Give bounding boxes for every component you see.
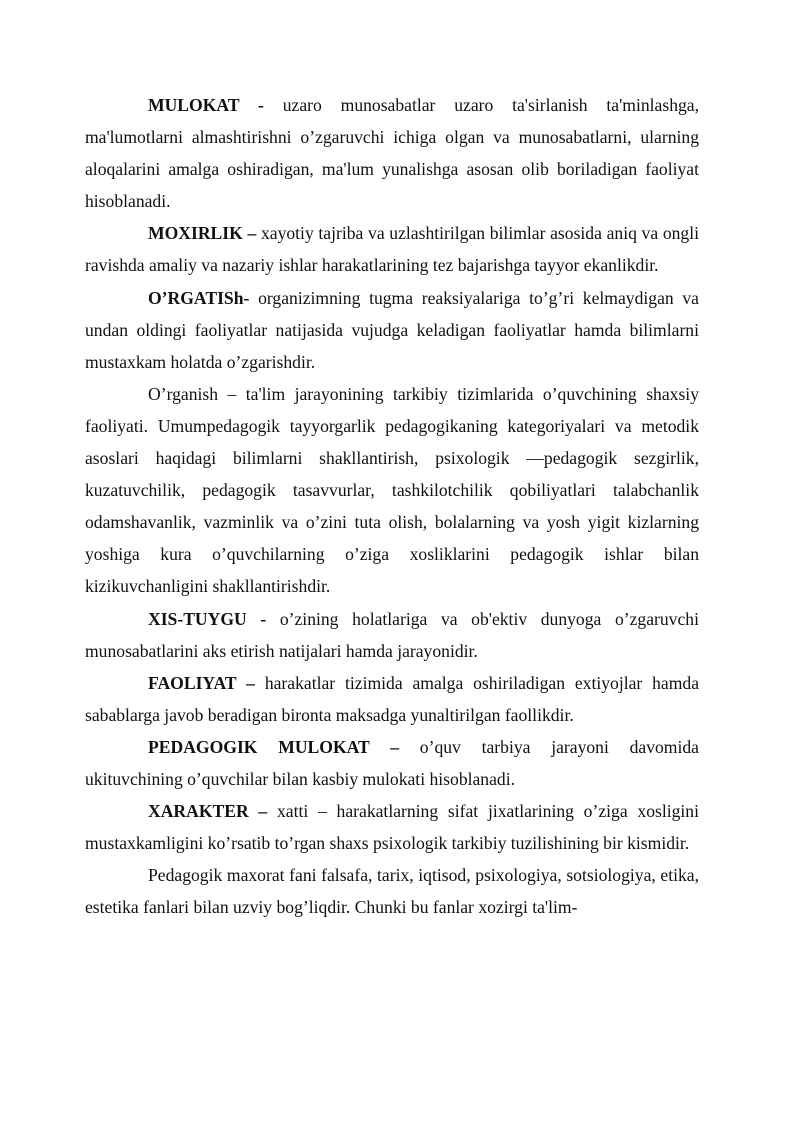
term-moxirlik: MOXIRLIK – — [148, 223, 257, 244]
definition-moxirlik — [85, 217, 699, 281]
term-mulokat: MULOKAT - — [148, 95, 264, 115]
term-pedagogik-mulokat: PEDAGOGIK MULOKAT – — [148, 736, 400, 757]
definition-text: xatti – harakatlarning sifat jixatlarining o’ziga xosligini mustaxkamligini ko’rsatib to’rgan shaxs psixologik tarkibiy tuzilishining bir kismidir. — [85, 801, 699, 854]
definition-faoliyat — [85, 667, 699, 731]
term-orgatish: O’RGATISh- — [148, 287, 250, 308]
term-xarakter: XARAKTER – — [148, 801, 268, 822]
term-faoliyat: FAOLIYAT – — [148, 672, 255, 693]
paragraph-pedagogik-maxorat — [85, 859, 699, 923]
paragraph-text: Pedagogik maxorat fani falsafa, tarix, iqtisod, psixologiya, sotsiologiya, etika, estetika fanlari bilan uzviy bog’liqdir. Chunki bu fanlar xozirgi ta'lim- — [85, 865, 699, 918]
definition-text: organizimning tugma reaksiyalariga to’g’ri kelmaydigan va undan oldingi faoliyatlar natijasida vujudga keladigan faoliyatlar hamda bilimlarni mustaxkam holatda o’zgarishdir. — [85, 287, 699, 372]
definition-mulokat — [85, 89, 699, 217]
definition-orgatish — [85, 282, 699, 378]
definition-pedagogik-mulokat — [85, 731, 699, 795]
definition-text: o’zining holatlariga va ob'ektiv dunyoga o’zgaruvchi munosabatlarini aks etirish natijalari hamda jarayonidir. — [85, 608, 699, 661]
paragraph-organish — [85, 378, 699, 603]
term-xis-tuygu: XIS-TUYGU - — [148, 608, 267, 629]
definition-text: xayotiy tajriba va uzlashtirilgan bilimlar asosida aniq va ongli ravishda amaliy va nazariy ishlar harakatlarining tez bajarishga tayyor ekanlikdir. — [85, 223, 699, 276]
definition-text: o’quv tarbiya jarayoni davomida ukituvchining o’quvchilar bilan kasbiy mulokati hisoblanadi. — [85, 736, 699, 789]
definition-text: harakatlar tizimida amalga oshiriladigan extiyojlar hamda sabablarga javob beradigan bironta maksadga yunaltirilgan faollikdir. — [85, 672, 700, 725]
document-page — [85, 89, 699, 923]
paragraph-text: O’rganish – ta'lim jarayonining tarkibiy tizimlarida o’quvchining shaxsiy faoliyati. Umumpedagogik tayyorgarlik pedagogikaning kategoriyalari va metodik asoslari haqidagi bilimlarni shakllantirish, psixologik ―pedagogik sezgirlik, kuzatuvchilik, pedagogik tasavvurlar, tashkilotchilik qobiliyatlari talabchanlik odamshavanlik, vazminlik va o’zini tuta olish, bolalarning va yosh yigit kizlarning yoshiga kura o’quvchilarning o’ziga xosliklarini pedagogik ishlar bilan kizikuvchanligini shakllantirishdir. — [85, 383, 699, 597]
definition-text: uzaro munosabatlar uzaro ta'sirlanish ta'minlashga, ma'lumotlarni almashtirishni o’zgaruvchi ichiga olgan va munosabatlarni, ularning aloqalarini amalga oshiradigan, ma'lum yunalishga asosan olib boriladigan faoliyat hisoblanadi. — [85, 95, 700, 212]
definition-xarakter — [85, 795, 699, 859]
definition-xis-tuygu — [85, 603, 699, 667]
